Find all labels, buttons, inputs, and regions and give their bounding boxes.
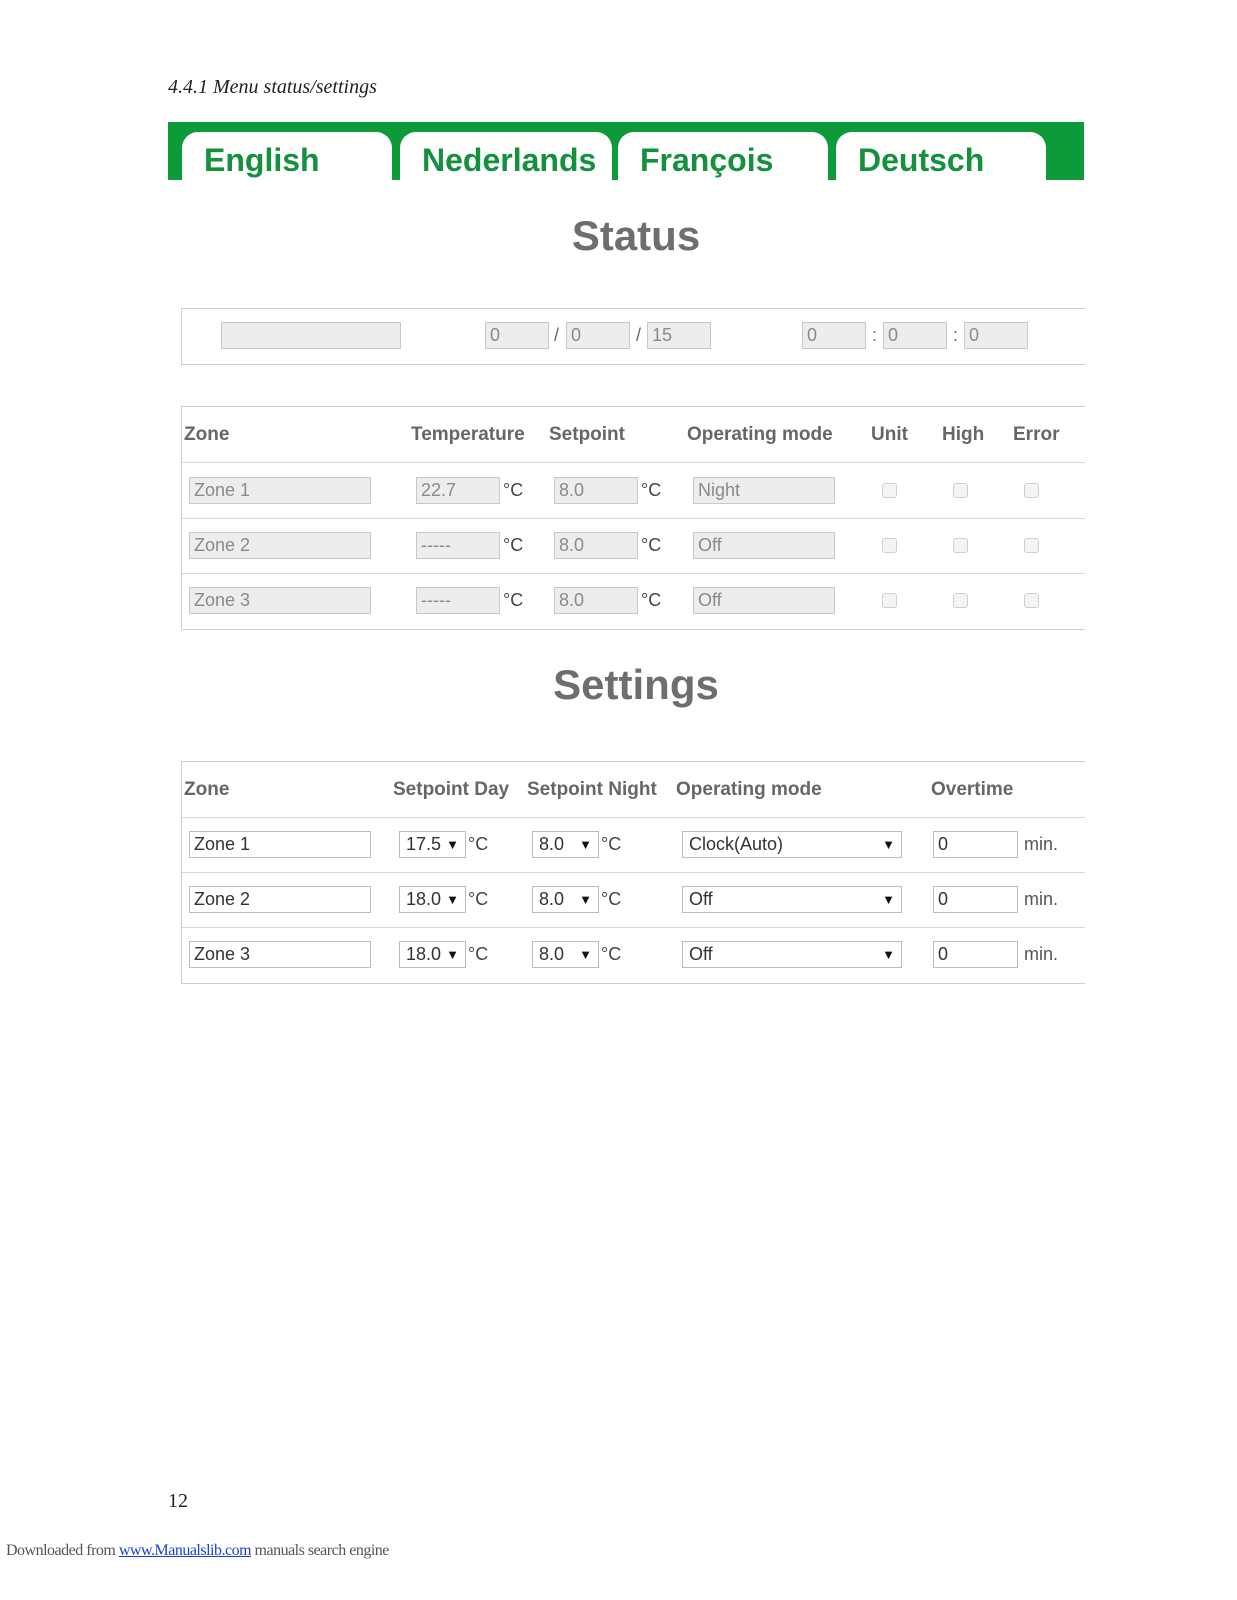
celsius-label: °C [601, 889, 622, 909]
header-overtime: Overtime [931, 779, 1014, 800]
high-checkbox [953, 593, 968, 608]
time-separator: : [953, 325, 959, 345]
zone-name-input[interactable]: Zone 2 [189, 886, 371, 913]
header-unit: Unit [871, 424, 908, 445]
operating-mode-select[interactable] [682, 886, 902, 913]
setpoint-day-value: 18.0 [406, 944, 442, 964]
setpoint-night-value: 8.0 [539, 944, 565, 964]
footer-suffix: manuals search engine [251, 1542, 389, 1559]
dropdown-arrow-icon: ▼ [882, 837, 895, 852]
header-high: High [942, 424, 985, 445]
celsius-label: °C [641, 590, 662, 610]
operating-mode-select[interactable] [682, 941, 902, 968]
error-checkbox [1024, 538, 1039, 553]
status-zone-name: Zone 2 [189, 532, 371, 559]
setpoint-day-value: 17.5 [406, 834, 442, 854]
status-zone-name: Zone 3 [189, 587, 371, 614]
minutes-label: min. [1024, 944, 1059, 964]
setpoint-day-select[interactable] [399, 831, 466, 858]
status-operating-mode: Off [693, 587, 835, 614]
time-minute-field: 0 [883, 322, 947, 349]
setpoint-night-value: 8.0 [539, 834, 565, 854]
date-separator: / [636, 325, 642, 345]
celsius-label: °C [601, 834, 622, 854]
celsius-label: °C [468, 944, 489, 964]
tab-english[interactable]: English [182, 132, 392, 180]
celsius-label: °C [503, 480, 524, 500]
date-month-field: 0 [566, 322, 630, 349]
unit-checkbox [882, 483, 897, 498]
unit-checkbox [882, 593, 897, 608]
tab-nederlands[interactable]: Nederlands [400, 132, 612, 180]
setpoint-night-select[interactable] [532, 831, 599, 858]
header-operating-mode: Operating mode [687, 424, 833, 445]
operating-mode-value: Off [689, 889, 713, 909]
header-setpoint-day: Setpoint Day [393, 779, 510, 800]
header-setpoint-night: Setpoint Night [527, 779, 657, 800]
manualslib-link[interactable]: www.Manualslib.com [118, 1542, 252, 1559]
header-operating-mode: Operating mode [676, 779, 822, 800]
dropdown-arrow-icon: ▼ [446, 892, 459, 907]
status-setpoint: 8.0 [554, 477, 638, 504]
dropdown-arrow-icon: ▼ [446, 837, 459, 852]
operating-mode-value: Off [689, 944, 713, 964]
date-day-field: 0 [485, 322, 549, 349]
time-second-field: 0 [964, 322, 1028, 349]
tab-francois[interactable]: François [618, 132, 828, 180]
status-temperature: ----- [416, 532, 500, 559]
row-divider [182, 462, 1085, 463]
status-title: Status [571, 212, 701, 259]
status-operating-mode: Night [693, 477, 835, 504]
setpoint-night-select[interactable] [532, 886, 599, 913]
status-clock-panel [181, 308, 1085, 365]
operating-mode-value: Clock(Auto) [689, 834, 784, 854]
settings-table [181, 761, 1085, 984]
footer-credit [6, 1542, 389, 1560]
dropdown-arrow-icon: ▼ [579, 947, 592, 962]
header-zone: Zone [184, 424, 230, 445]
language-tab-bar [168, 122, 1084, 180]
status-temperature: 22.7 [416, 477, 500, 504]
celsius-label: °C [503, 590, 524, 610]
page-number: 12 [168, 1490, 188, 1512]
operating-mode-select[interactable] [682, 831, 902, 858]
status-setpoint: 8.0 [554, 532, 638, 559]
celsius-label: °C [468, 889, 489, 909]
time-hour-field: 0 [802, 322, 866, 349]
dropdown-arrow-icon: ▼ [446, 947, 459, 962]
zone-name-input[interactable]: Zone 1 [189, 831, 371, 858]
dropdown-arrow-icon: ▼ [882, 947, 895, 962]
setpoint-night-value: 8.0 [539, 889, 565, 909]
row-divider [182, 518, 1085, 519]
overtime-input[interactable]: 0 [933, 941, 1018, 968]
header-setpoint: Setpoint [549, 424, 625, 445]
celsius-label: °C [601, 944, 622, 964]
high-checkbox [953, 538, 968, 553]
unit-checkbox [882, 538, 897, 553]
row-divider [182, 817, 1085, 818]
celsius-label: °C [468, 834, 489, 854]
minutes-label: min. [1024, 834, 1059, 854]
status-table [181, 406, 1085, 630]
celsius-label: °C [641, 480, 662, 500]
error-checkbox [1024, 483, 1039, 498]
row-divider [182, 872, 1085, 873]
zone-name-input[interactable]: Zone 3 [189, 941, 371, 968]
status-zone-name: Zone 1 [189, 477, 371, 504]
setpoint-day-select[interactable] [399, 941, 466, 968]
section-heading: 4.4.1 Menu status/settings [168, 76, 377, 98]
error-checkbox [1024, 593, 1039, 608]
row-divider [182, 927, 1085, 928]
row-divider [182, 573, 1085, 574]
minutes-label: min. [1024, 889, 1059, 909]
overtime-input[interactable]: 0 [933, 886, 1018, 913]
celsius-label: °C [641, 535, 662, 555]
overtime-input[interactable]: 0 [933, 831, 1018, 858]
header-zone: Zone [184, 779, 230, 800]
high-checkbox [953, 483, 968, 498]
header-error: Error [1013, 424, 1060, 445]
dropdown-arrow-icon: ▼ [882, 892, 895, 907]
footer-prefix: Downloaded from [6, 1542, 119, 1559]
date-year-field: 15 [647, 322, 711, 349]
header-temperature: Temperature [411, 424, 525, 445]
dropdown-arrow-icon: ▼ [579, 837, 592, 852]
device-name-field [221, 322, 401, 349]
celsius-label: °C [503, 535, 524, 555]
status-setpoint: 8.0 [554, 587, 638, 614]
status-operating-mode: Off [693, 532, 835, 559]
status-temperature: ----- [416, 587, 500, 614]
setpoint-day-select[interactable] [399, 886, 466, 913]
tab-deutsch[interactable]: Deutsch [836, 132, 1046, 180]
settings-title: Settings [553, 661, 719, 708]
setpoint-night-select[interactable] [532, 941, 599, 968]
dropdown-arrow-icon: ▼ [579, 892, 592, 907]
setpoint-day-value: 18.0 [406, 889, 442, 909]
time-separator: : [872, 325, 878, 345]
date-separator: / [554, 325, 560, 345]
